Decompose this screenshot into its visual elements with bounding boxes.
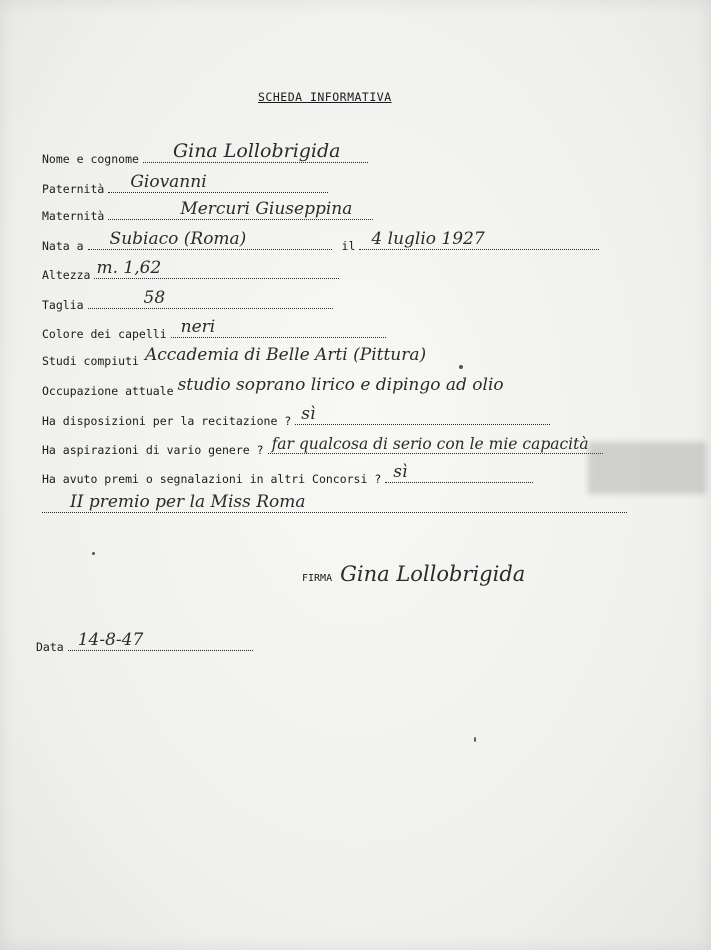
label-aspirazioni: Ha aspirazioni di vario genere ? — [42, 443, 264, 457]
field-premi-extra — [42, 492, 627, 522]
value-recitazione: sì — [301, 404, 316, 424]
label-recitazione: Ha disposizioni per la recitazione ? — [42, 414, 292, 428]
value-data: 14-8-47 — [77, 630, 144, 650]
label-nata: Nata a — [42, 239, 84, 253]
form-title: SCHEDA INFORMATIVA — [258, 90, 392, 104]
value-paternita: Giovanni — [130, 172, 207, 192]
signature-row — [302, 562, 525, 586]
value-maternita: Mercuri Giuseppina — [180, 199, 353, 219]
label-altezza: Altezza — [42, 268, 91, 282]
label-capelli: Colore dei capelli — [42, 327, 167, 341]
line-maternita — [108, 199, 373, 220]
value-nata: Subiaco (Roma) — [109, 229, 247, 249]
field-nome — [42, 140, 368, 172]
line-nome — [143, 140, 368, 163]
line-capelli — [171, 317, 386, 338]
line-data — [68, 630, 253, 651]
value-occupazione: studio soprano lirico e dipingo ad olio — [177, 375, 504, 395]
line-il — [359, 229, 599, 250]
label-occupazione: Occupazione attuale — [42, 384, 174, 398]
line-premi — [385, 462, 533, 483]
line-premi-extra — [42, 492, 627, 513]
value-aspirazioni: far qualcosa di serio con le mie capacità — [271, 435, 589, 453]
label-studi: Studi compiuti — [42, 354, 139, 368]
line-aspirazioni — [268, 435, 603, 454]
value-capelli: neri — [180, 317, 216, 337]
value-premi: sì — [393, 462, 408, 482]
line-occupazione — [177, 375, 638, 395]
line-paternita — [108, 172, 328, 193]
label-taglia: Taglia — [42, 298, 84, 312]
field-aspirazioni — [42, 435, 603, 463]
paper-speck — [92, 552, 95, 555]
line-studi — [143, 345, 433, 365]
paper-shadow — [588, 442, 706, 494]
signature: Gina Lollobrigida — [340, 562, 526, 586]
field-altezza — [42, 258, 339, 288]
value-altezza: m. 1,62 — [96, 258, 162, 278]
value-premi-extra: II premio per la Miss Roma — [70, 492, 306, 512]
line-taglia — [88, 288, 333, 309]
paper-speck — [459, 365, 463, 369]
field-nata — [42, 229, 599, 259]
label-premi: Ha avuto premi o segnalazioni in altri Concorsi ? — [42, 472, 382, 486]
line-nata — [88, 229, 332, 250]
label-paternita: Paternità — [42, 182, 105, 196]
date-row — [36, 630, 253, 654]
field-recitazione — [42, 404, 550, 434]
label-data: Data — [36, 640, 64, 654]
line-recitazione — [295, 404, 550, 425]
value-il: 4 luglio 1927 — [371, 229, 485, 249]
label-il: il — [341, 239, 356, 253]
paper-speck — [474, 737, 476, 742]
value-nome: Gina Lollobrigida — [172, 140, 341, 162]
label-firma: FIRMA — [302, 573, 333, 584]
field-taglia — [42, 288, 333, 318]
field-maternita — [42, 199, 373, 229]
field-occupazione — [42, 375, 638, 405]
field-studi — [42, 345, 433, 375]
field-capelli — [42, 317, 386, 347]
label-nome: Nome e cognome — [42, 152, 139, 166]
label-maternita: Maternità — [42, 209, 105, 223]
value-taglia: 58 — [143, 288, 166, 308]
line-altezza — [94, 258, 339, 279]
field-premi — [42, 462, 533, 492]
value-studi: Accademia di Belle Arti (Pittura) — [144, 345, 427, 365]
